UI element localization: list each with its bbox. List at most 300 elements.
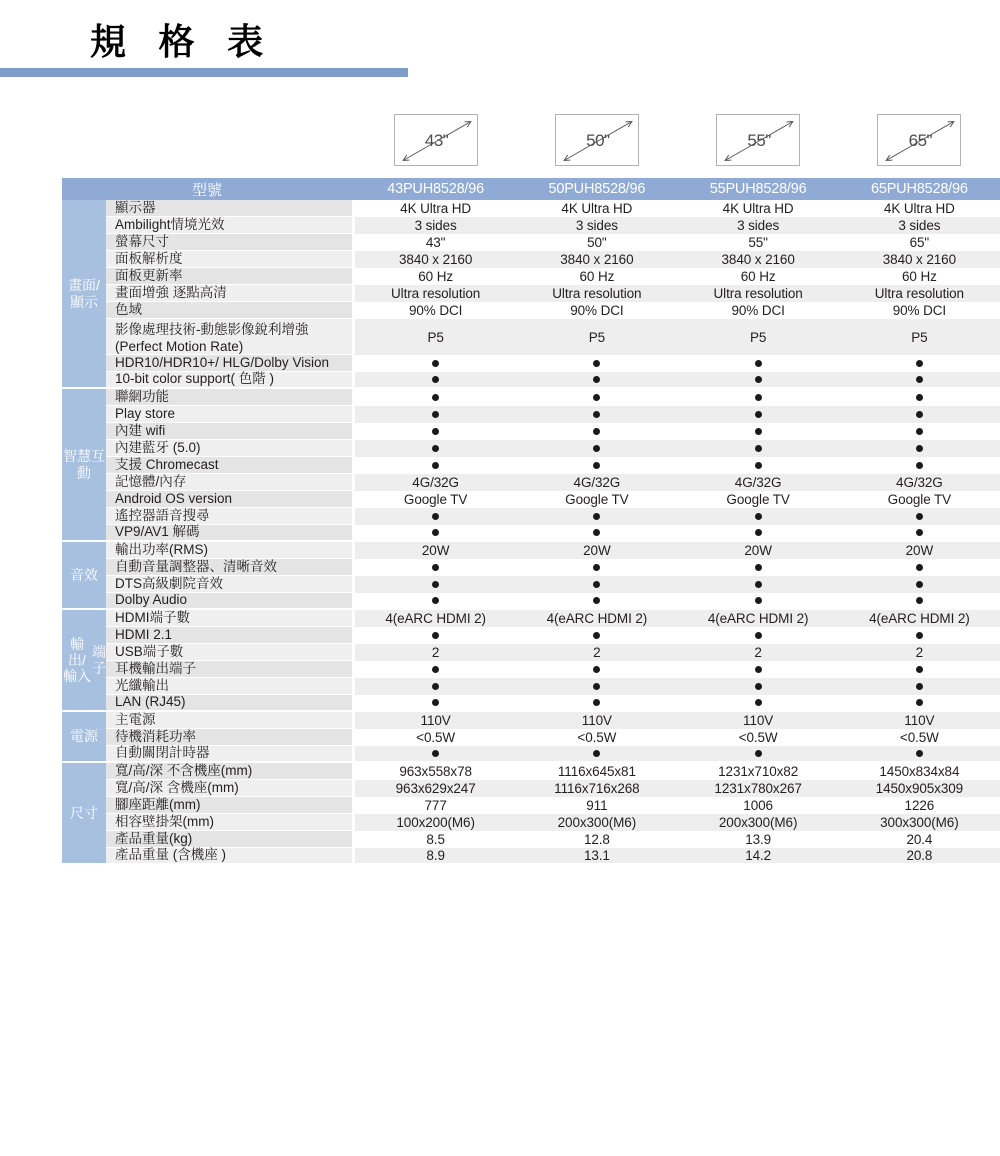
feature-label: 腳座距離(mm) [106, 797, 352, 814]
feature-label: HDR10/HDR10+/ HLG/Dolby Vision [106, 355, 352, 372]
feature-label: HDMI端子數 [106, 610, 352, 627]
bullet-dot-icon [593, 699, 600, 706]
bullet-dot-icon [432, 683, 439, 690]
feature-supported-dot [678, 525, 839, 542]
bullet-dot-icon [432, 411, 439, 418]
feature-label: 主電源 [106, 712, 352, 729]
bullet-dot-icon [755, 428, 762, 435]
bullet-dot-icon [593, 394, 600, 401]
value-cell: 110V [678, 712, 839, 729]
feature-label: 面板更新率 [106, 268, 352, 285]
feature-supported-dot [355, 576, 516, 593]
bullet-dot-icon [916, 360, 923, 367]
bullet-dot-icon [755, 376, 762, 383]
feature-supported-dot [678, 678, 839, 695]
bullet-dot-icon [432, 376, 439, 383]
feature-supported-dot [839, 440, 1000, 457]
feature-supported-dot [839, 525, 1000, 542]
feature-supported-dot [516, 661, 677, 678]
table-row [0, 576, 1000, 593]
table-row [0, 780, 1000, 797]
feature-supported-dot [355, 525, 516, 542]
value-cell: 4K Ultra HD [839, 200, 1000, 217]
table-row [0, 423, 1000, 440]
feature-supported-dot [678, 440, 839, 457]
feature-supported-dot [516, 678, 677, 695]
value-cell: 2 [516, 644, 677, 661]
value-cell: 4K Ultra HD [516, 200, 677, 217]
table-row [0, 440, 1000, 457]
tv-size-icon-43 [394, 114, 478, 166]
bullet-dot-icon [432, 529, 439, 536]
value-cell: 2 [355, 644, 516, 661]
feature-supported-dot [678, 746, 839, 763]
bullet-dot-icon [593, 376, 600, 383]
feature-supported-dot [678, 406, 839, 423]
value-cell: 60 Hz [839, 268, 1000, 285]
bullet-dot-icon [916, 394, 923, 401]
feature-supported-dot [839, 661, 1000, 678]
tv-size-label: 43" [424, 131, 449, 150]
feature-supported-dot [516, 389, 677, 406]
bullet-dot-icon [432, 513, 439, 520]
header-column-1: 50PUH8528/96 [548, 181, 646, 197]
bullet-dot-icon [593, 513, 600, 520]
bullet-dot-icon [916, 666, 923, 673]
value-cell: <0.5W [355, 729, 516, 746]
header-column-2: 55PUH8528/96 [709, 181, 807, 197]
feature-supported-dot [355, 423, 516, 440]
bullet-dot-icon [593, 632, 600, 639]
feature-label: 內建藍牙 (5.0) [106, 440, 352, 457]
feature-supported-dot [678, 457, 839, 474]
header-model-label: 型號 [62, 178, 352, 200]
value-cell: Google TV [678, 491, 839, 508]
feature-label: 輸出功率(RMS) [106, 542, 352, 559]
bullet-dot-icon [916, 632, 923, 639]
feature-supported-dot [355, 372, 516, 389]
category-spine [62, 200, 106, 865]
value-cell: <0.5W [516, 729, 677, 746]
bullet-dot-icon [593, 581, 600, 588]
table-row [0, 644, 1000, 661]
feature-supported-dot [516, 576, 677, 593]
feature-supported-dot [839, 372, 1000, 389]
feature-supported-dot [839, 423, 1000, 440]
feature-supported-dot [516, 423, 677, 440]
feature-supported-dot [355, 627, 516, 644]
value-cell: 12.8 [516, 831, 677, 848]
value-cell: 963x629x247 [355, 780, 516, 797]
value-cell: 4G/32G [678, 474, 839, 491]
value-cell: <0.5W [678, 729, 839, 746]
feature-label: 聯網功能 [106, 389, 352, 406]
value-cell: Google TV [355, 491, 516, 508]
feature-supported-dot [678, 389, 839, 406]
feature-label: 遙控器語音搜尋 [106, 508, 352, 525]
feature-label: 產品重量 (含機座 ) [106, 848, 352, 865]
bullet-dot-icon [916, 529, 923, 536]
header-category-spacer [0, 178, 62, 200]
feature-supported-dot [355, 661, 516, 678]
value-cell: 2 [678, 644, 839, 661]
tv-size-label: 65" [908, 131, 933, 150]
bullet-dot-icon [432, 632, 439, 639]
feature-label: 光纖輸出 [106, 678, 352, 695]
table-row [0, 525, 1000, 542]
bullet-dot-icon [432, 750, 439, 757]
value-cell: Google TV [516, 491, 677, 508]
bullet-dot-icon [755, 360, 762, 367]
feature-label: USB端子數 [106, 644, 352, 661]
feature-label: 10-bit color support( 色階 ) [106, 372, 352, 389]
feature-supported-dot [355, 695, 516, 712]
feature-supported-dot [355, 508, 516, 525]
feature-supported-dot [516, 593, 677, 610]
category-label-2: 音效 [62, 542, 106, 610]
value-cell: 1006 [678, 797, 839, 814]
feature-label: 自動關閉計時器 [106, 746, 352, 763]
bullet-dot-icon [916, 428, 923, 435]
bullet-dot-icon [916, 564, 923, 571]
page-title: 規 格 表 [90, 22, 274, 63]
table-row [0, 372, 1000, 389]
value-cell: 50" [516, 234, 677, 251]
feature-label: DTS高級劇院音效 [106, 576, 352, 593]
value-cell: 4(eARC HDMI 2) [355, 610, 516, 627]
feature-supported-dot [516, 406, 677, 423]
table-row [0, 457, 1000, 474]
table-row [0, 610, 1000, 627]
category-label-5: 尺寸 [62, 763, 106, 865]
feature-supported-dot [839, 406, 1000, 423]
value-cell: 4(eARC HDMI 2) [516, 610, 677, 627]
value-cell: 3840 x 2160 [678, 251, 839, 268]
value-cell: Ultra resolution [355, 285, 516, 302]
bullet-dot-icon [593, 445, 600, 452]
feature-supported-dot [516, 746, 677, 763]
feature-supported-dot [839, 457, 1000, 474]
table-row [0, 746, 1000, 763]
value-cell: 90% DCI [355, 302, 516, 319]
category-label-3: 輸出/輸入 端子 [62, 610, 106, 712]
table-row [0, 712, 1000, 729]
feature-label: 內建 wifi [106, 423, 352, 440]
feature-supported-dot [516, 559, 677, 576]
feature-supported-dot [678, 627, 839, 644]
value-cell: 90% DCI [839, 302, 1000, 319]
table-row [0, 200, 1000, 217]
feature-label: VP9/AV1 解碼 [106, 525, 352, 542]
feature-supported-dot [355, 559, 516, 576]
feature-supported-dot [516, 508, 677, 525]
feature-label: HDMI 2.1 [106, 627, 352, 644]
value-cell: 1231x710x82 [678, 763, 839, 780]
bullet-dot-icon [593, 564, 600, 571]
value-cell: 65" [839, 234, 1000, 251]
value-cell: Google TV [839, 491, 1000, 508]
table-row [0, 389, 1000, 406]
value-cell: 100x200(M6) [355, 814, 516, 831]
table-row [0, 319, 1000, 355]
feature-supported-dot [355, 746, 516, 763]
feature-label: 顯示器 [106, 200, 352, 217]
feature-label: 待機消耗功率 [106, 729, 352, 746]
value-cell: 13.1 [516, 848, 677, 865]
bullet-dot-icon [916, 699, 923, 706]
bullet-dot-icon [593, 597, 600, 604]
table-row [0, 831, 1000, 848]
feature-supported-dot [839, 508, 1000, 525]
table-row [0, 593, 1000, 610]
feature-supported-dot [516, 627, 677, 644]
bullet-dot-icon [432, 581, 439, 588]
table-row [0, 491, 1000, 508]
value-cell: 55" [678, 234, 839, 251]
table-row [0, 797, 1000, 814]
bullet-dot-icon [755, 581, 762, 588]
value-cell: 4G/32G [355, 474, 516, 491]
tv-size-icon-65 [877, 114, 961, 166]
feature-supported-dot [516, 440, 677, 457]
value-cell: 60 Hz [516, 268, 677, 285]
feature-label: 寬/高/深 不含機座(mm) [106, 763, 352, 780]
value-cell: 1226 [839, 797, 1000, 814]
value-cell: <0.5W [839, 729, 1000, 746]
feature-label: 耳機輸出端子 [106, 661, 352, 678]
feature-supported-dot [839, 627, 1000, 644]
feature-supported-dot [678, 355, 839, 372]
value-cell: 4K Ultra HD [355, 200, 516, 217]
value-cell: P5 [678, 319, 839, 355]
feature-supported-dot [839, 389, 1000, 406]
tv-size-icon-cell [516, 110, 677, 170]
feature-supported-dot [839, 559, 1000, 576]
feature-supported-dot [678, 423, 839, 440]
value-cell: Ultra resolution [516, 285, 677, 302]
value-cell: 20W [516, 542, 677, 559]
table-row [0, 661, 1000, 678]
table-row [0, 355, 1000, 372]
value-cell: 60 Hz [678, 268, 839, 285]
bullet-dot-icon [916, 462, 923, 469]
value-cell: 3 sides [678, 217, 839, 234]
bullet-dot-icon [916, 683, 923, 690]
bullet-dot-icon [755, 683, 762, 690]
feature-supported-dot [839, 593, 1000, 610]
value-cell: 1231x780x267 [678, 780, 839, 797]
table-row [0, 729, 1000, 746]
value-cell: P5 [355, 319, 516, 355]
bullet-dot-icon [432, 360, 439, 367]
category-label-1: 智慧互動 [62, 389, 106, 542]
bullet-dot-icon [593, 462, 600, 469]
tv-size-icon-50 [555, 114, 639, 166]
bullet-dot-icon [916, 376, 923, 383]
feature-label: 支援 Chromecast [106, 457, 352, 474]
value-cell: 300x300(M6) [839, 814, 1000, 831]
feature-supported-dot [355, 389, 516, 406]
table-body [0, 200, 1000, 865]
feature-label: 色域 [106, 302, 352, 319]
feature-supported-dot [516, 457, 677, 474]
feature-supported-dot [839, 695, 1000, 712]
feature-label: 螢幕尺寸 [106, 234, 352, 251]
bullet-dot-icon [916, 597, 923, 604]
feature-supported-dot [516, 695, 677, 712]
feature-label: 寬/高/深 含機座(mm) [106, 780, 352, 797]
bullet-dot-icon [755, 632, 762, 639]
bullet-dot-icon [755, 394, 762, 401]
table-row [0, 285, 1000, 302]
feature-supported-dot [516, 525, 677, 542]
bullet-dot-icon [593, 529, 600, 536]
bullet-dot-icon [916, 513, 923, 520]
value-cell: 4(eARC HDMI 2) [839, 610, 1000, 627]
table-row [0, 763, 1000, 780]
bullet-dot-icon [916, 411, 923, 418]
bullet-dot-icon [432, 564, 439, 571]
value-cell: 110V [516, 712, 677, 729]
feature-label: 記憶體/內存 [106, 474, 352, 491]
bullet-dot-icon [432, 699, 439, 706]
bullet-dot-icon [916, 750, 923, 757]
header-column-0: 43PUH8528/96 [387, 181, 484, 197]
value-cell: 20.8 [839, 848, 1000, 865]
feature-supported-dot [839, 678, 1000, 695]
value-cell: 3840 x 2160 [839, 251, 1000, 268]
feature-label: Android OS version [106, 491, 352, 508]
bullet-dot-icon [755, 513, 762, 520]
value-cell: P5 [516, 319, 677, 355]
value-cell: 20W [678, 542, 839, 559]
table-row [0, 234, 1000, 251]
feature-label: 相容壁掛架(mm) [106, 814, 352, 831]
table-row [0, 559, 1000, 576]
feature-supported-dot [678, 661, 839, 678]
feature-label: 畫面增強 逐點高清 [106, 285, 352, 302]
feature-supported-dot [355, 457, 516, 474]
table-row [0, 406, 1000, 423]
value-cell: 1116x645x81 [516, 763, 677, 780]
feature-supported-dot [355, 406, 516, 423]
bullet-dot-icon [755, 597, 762, 604]
value-cell: 2 [839, 644, 1000, 661]
bullet-dot-icon [593, 411, 600, 418]
feature-label: Play store [106, 406, 352, 423]
feature-supported-dot [355, 593, 516, 610]
tv-size-icon-cell [839, 110, 1000, 170]
bullet-dot-icon [755, 699, 762, 706]
header-column-3: 65PUH8528/96 [870, 181, 968, 197]
bullet-dot-icon [916, 581, 923, 588]
bullet-dot-icon [593, 428, 600, 435]
specification-table [0, 178, 1000, 865]
feature-label: 自動音量調整器、清晰音效 [106, 559, 352, 576]
feature-supported-dot [355, 440, 516, 457]
value-cell: 3840 x 2160 [516, 251, 677, 268]
bullet-dot-icon [432, 597, 439, 604]
value-cell: 911 [516, 797, 677, 814]
value-cell: 90% DCI [678, 302, 839, 319]
feature-supported-dot [678, 372, 839, 389]
value-cell: 20.4 [839, 831, 1000, 848]
feature-supported-dot [839, 576, 1000, 593]
table-row [0, 508, 1000, 525]
bullet-dot-icon [593, 666, 600, 673]
tv-size-icon-row [355, 110, 1000, 170]
tv-size-label: 50" [586, 131, 610, 150]
feature-label: 影像處理技術-動態影像銳利增強 (Perfect Motion Rate) [106, 319, 352, 355]
value-cell: 110V [839, 712, 1000, 729]
table-row [0, 542, 1000, 559]
value-cell: 90% DCI [516, 302, 677, 319]
value-cell: 14.2 [678, 848, 839, 865]
value-cell: 43" [355, 234, 516, 251]
category-label-4: 電源 [62, 712, 106, 763]
value-cell: 13.9 [678, 831, 839, 848]
table-row [0, 678, 1000, 695]
bullet-dot-icon [755, 666, 762, 673]
bullet-dot-icon [755, 564, 762, 571]
value-cell: 1116x716x268 [516, 780, 677, 797]
category-label-0: 畫面/顯示 [62, 200, 106, 389]
bullet-dot-icon [432, 394, 439, 401]
table-row [0, 302, 1000, 319]
value-cell: 3840 x 2160 [355, 251, 516, 268]
feature-supported-dot [355, 355, 516, 372]
bullet-dot-icon [755, 750, 762, 757]
feature-supported-dot [839, 355, 1000, 372]
value-cell: 3 sides [839, 217, 1000, 234]
feature-supported-dot [678, 576, 839, 593]
value-cell: Ultra resolution [839, 285, 1000, 302]
table-row [0, 814, 1000, 831]
bullet-dot-icon [755, 411, 762, 418]
tv-size-label: 55" [747, 131, 771, 150]
feature-supported-dot [355, 678, 516, 695]
value-cell: 60 Hz [355, 268, 516, 285]
value-cell: 4(eARC HDMI 2) [678, 610, 839, 627]
bullet-dot-icon [432, 445, 439, 452]
value-cell: 1450x834x84 [839, 763, 1000, 780]
value-cell: P5 [839, 319, 1000, 355]
table-row [0, 848, 1000, 865]
feature-supported-dot [678, 508, 839, 525]
bullet-dot-icon [432, 666, 439, 673]
feature-supported-dot [678, 593, 839, 610]
value-cell: 20W [355, 542, 516, 559]
feature-label: Ambilight情境光效 [106, 217, 352, 234]
table-row [0, 251, 1000, 268]
value-cell: 4G/32G [839, 474, 1000, 491]
bullet-dot-icon [916, 445, 923, 452]
bullet-dot-icon [593, 750, 600, 757]
table-rows [0, 200, 1000, 865]
feature-label: Dolby Audio [106, 593, 352, 610]
feature-label: LAN (RJ45) [106, 695, 352, 712]
feature-supported-dot [678, 695, 839, 712]
tv-size-icon-cell [678, 110, 839, 170]
value-cell: 777 [355, 797, 516, 814]
value-cell: 4K Ultra HD [678, 200, 839, 217]
value-cell: 8.9 [355, 848, 516, 865]
bullet-dot-icon [755, 462, 762, 469]
table-row [0, 268, 1000, 285]
table-row [0, 627, 1000, 644]
feature-supported-dot [516, 372, 677, 389]
table-row [0, 695, 1000, 712]
